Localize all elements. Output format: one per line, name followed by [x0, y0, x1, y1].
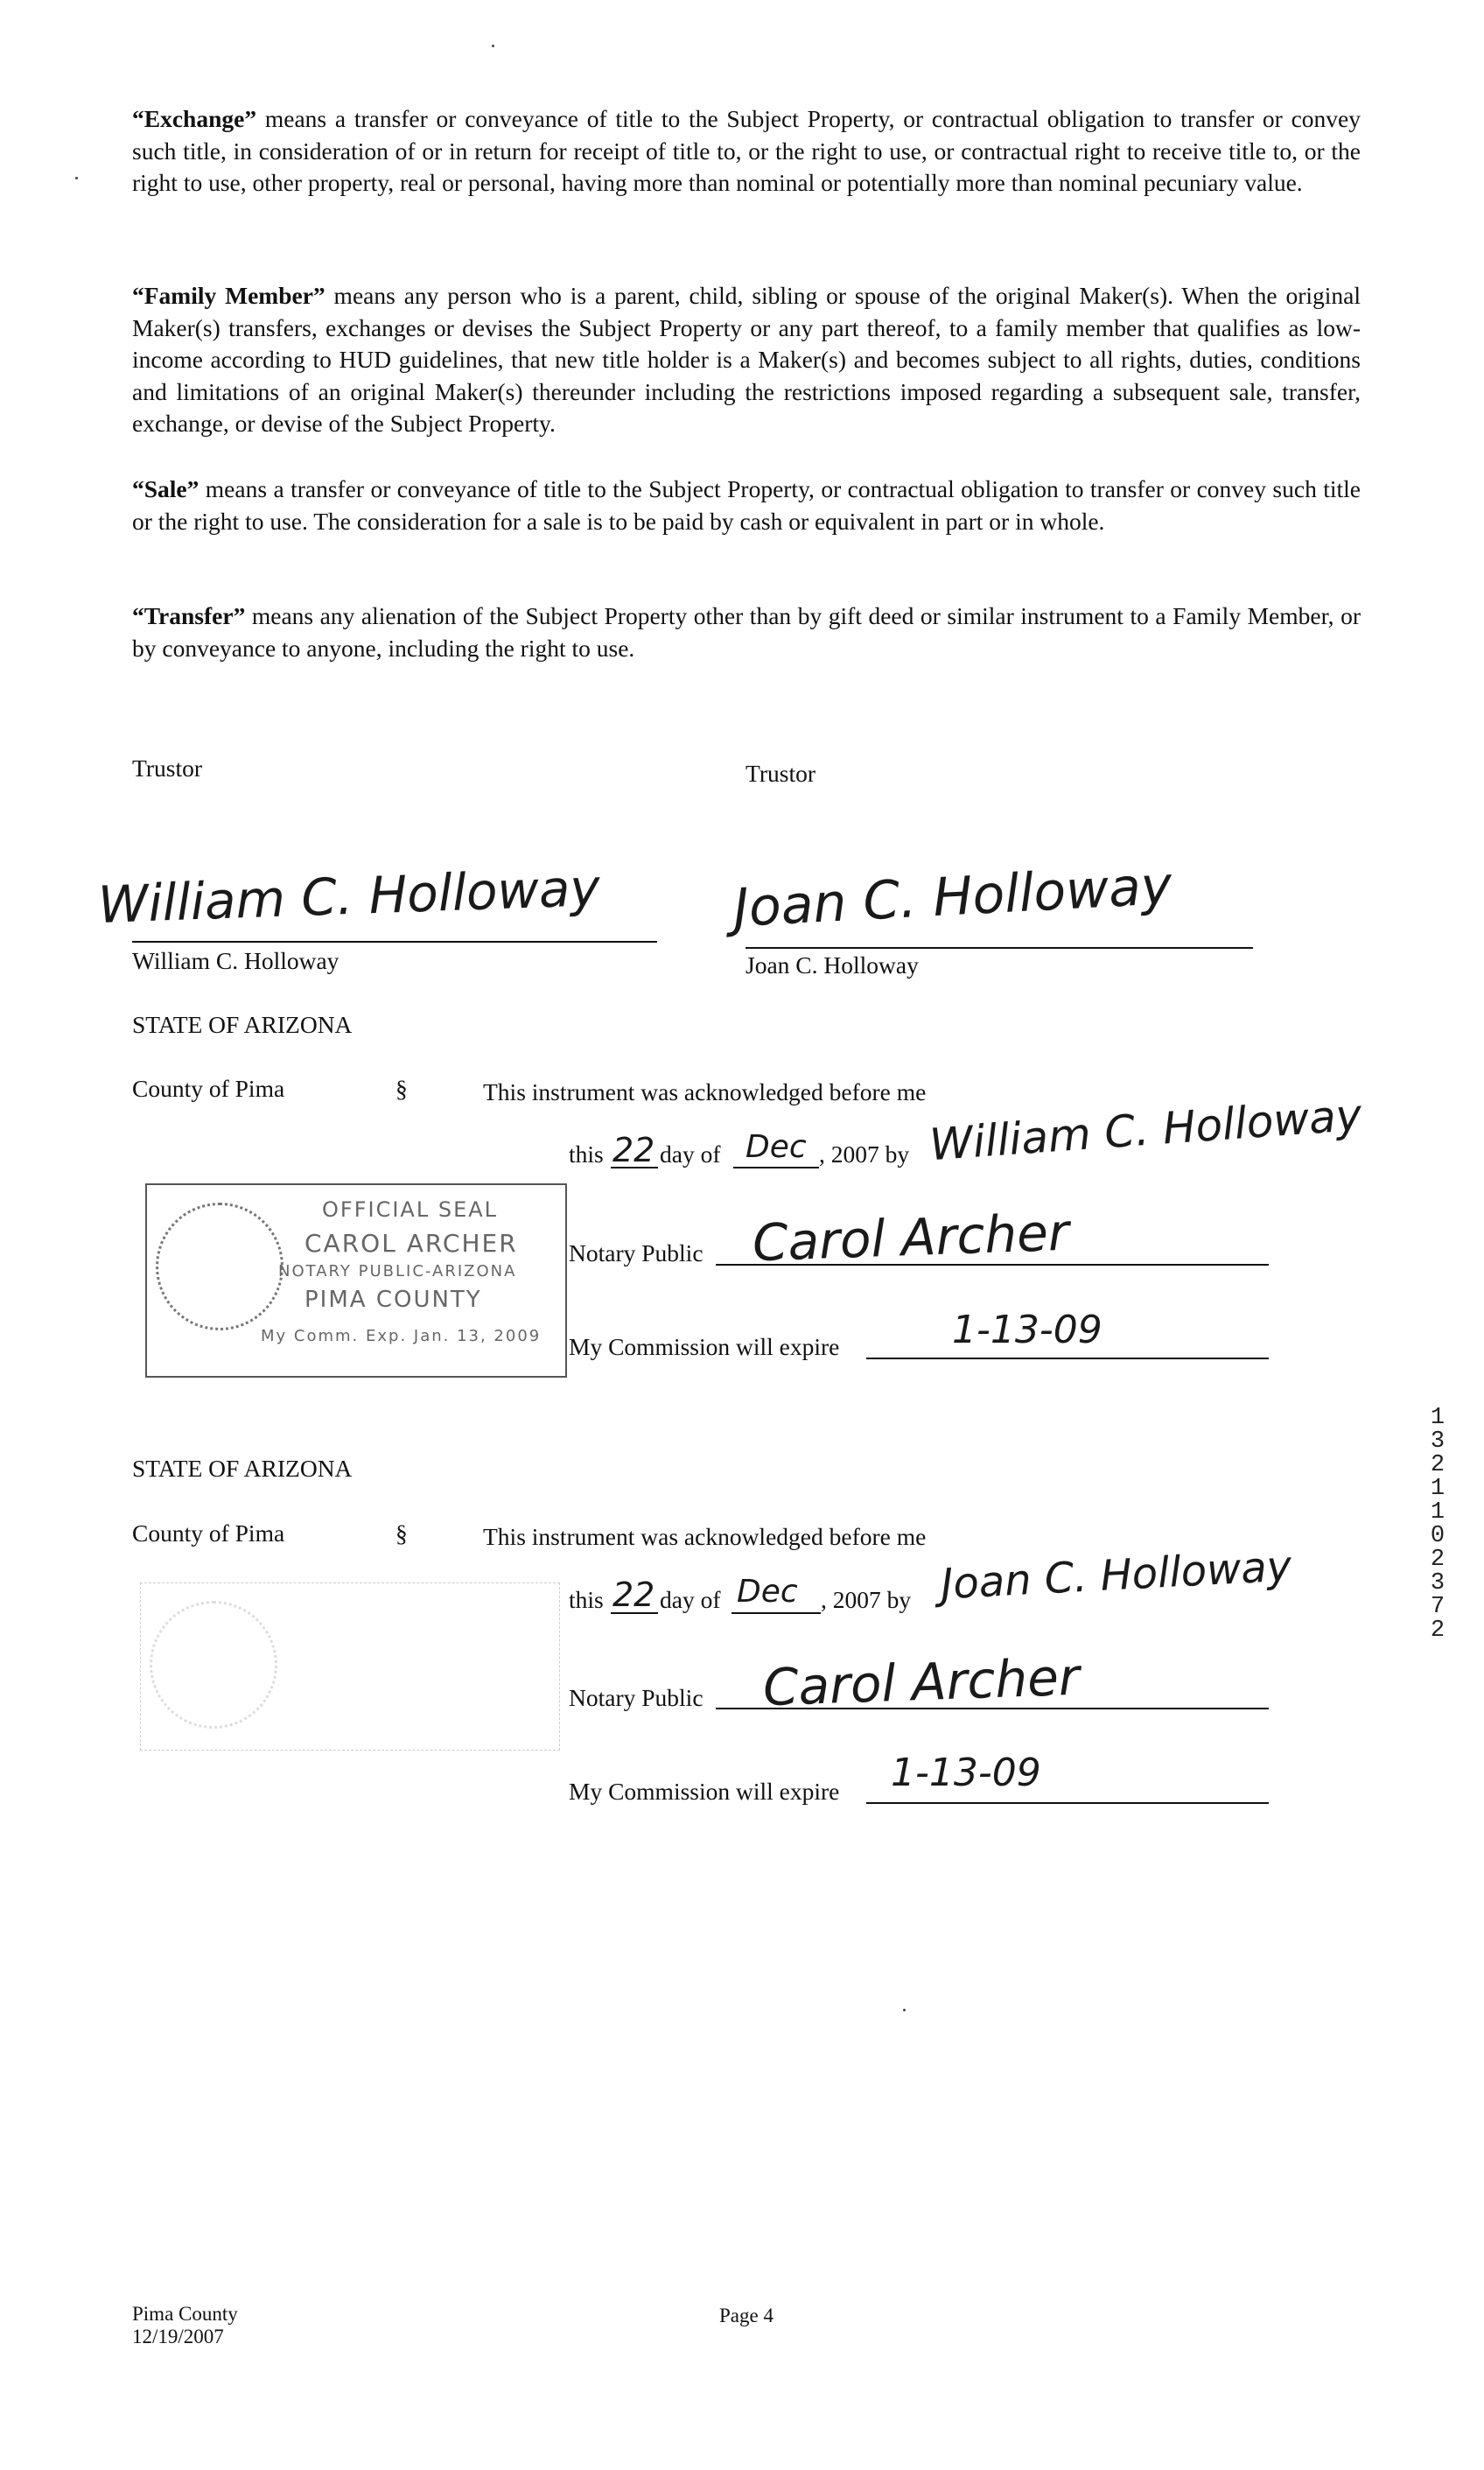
definition-text: means any alienation of the Subject Property other than by gift deed or similar instrument to a Family Member, or by conveyance to anyone, including the right to use.: [132, 602, 1361, 662]
month-line: [733, 1167, 819, 1168]
definition-transfer: [132, 600, 1361, 664]
stamp-text: My Comm. Exp. Jan. 13, 2009: [261, 1327, 542, 1345]
definition-term: “Exchange”: [132, 105, 257, 132]
scan-speck: [75, 177, 78, 179]
definition-text: means a transfer or conveyance of title to the Subject Property, or contractual obligation to transfer or convey such title, in consideration of or in return for receipt of title to, or the right to use, or contractual right to receive title to, or the right to use, other property, real or personal, having more than nominal or potentially more than nominal pecuniary value.: [132, 105, 1361, 196]
recording-digit: 2: [1430, 1452, 1446, 1478]
footer-county: Pima County: [132, 2303, 238, 2325]
commission-line: [866, 1358, 1269, 1359]
month-value: Dec: [746, 1129, 807, 1165]
notary-stamp: [145, 1183, 567, 1378]
county-label: County of Pima: [132, 1519, 285, 1547]
section-symbol: §: [396, 1519, 408, 1547]
notary-public-label: Notary Public: [569, 1239, 704, 1267]
trustor-signature: William C. Holloway: [96, 858, 601, 935]
notary-stamp-faded: [140, 1582, 560, 1751]
definition-term: “Transfer”: [132, 602, 246, 629]
recording-digit: 1: [1430, 1499, 1446, 1526]
recording-digit: 3: [1430, 1428, 1446, 1455]
day-line: [611, 1167, 658, 1168]
trustor-label: Trustor: [746, 760, 816, 787]
page-number: Page 4: [719, 2305, 774, 2326]
definition-sale: [132, 474, 1361, 537]
notary-signature-line: [716, 1264, 1269, 1266]
recording-digit: 3: [1430, 1570, 1446, 1596]
definition-family-member: [132, 280, 1361, 440]
acknowledgment-text: This instrument was acknowledged before me: [483, 1078, 927, 1105]
stamp-text: OFFICIAL SEAL: [322, 1197, 499, 1222]
footer-date: 12/19/2007: [132, 2326, 224, 2347]
stamp-text: CAROL ARCHER: [304, 1229, 518, 1258]
scan-speck: [903, 2009, 906, 2011]
notary-public-label: Notary Public: [569, 1684, 704, 1711]
notary-seal-icon: [156, 1203, 284, 1330]
recording-digit: 0: [1430, 1523, 1446, 1549]
month-line: [732, 1612, 821, 1614]
recording-digit: 1: [1430, 1476, 1446, 1502]
section-symbol: §: [396, 1075, 408, 1102]
day-value: 22: [612, 1131, 655, 1169]
definition-text: means any person who is a parent, child, sibling or spouse of the original Maker(s). When the original Maker(s) transfers, exchanges or devises the Subject Property or any part thereof, to a family member that qualifies as low-income according to HUD guidelines, that new title holder is a Maker(s) and becomes subject to all rights, duties, conditions and limitations of an original Maker(s) thereunder including the restrictions imposed regarding a subsequent sale, transfer, exchange, or devise of the Subject Property.: [132, 282, 1361, 437]
county-label: County of Pima: [132, 1075, 285, 1102]
notary-signature-line: [716, 1708, 1269, 1709]
day-of-label: day of: [660, 1140, 721, 1168]
commission-date: 1-13-09: [952, 1308, 1102, 1352]
month-value: Dec: [737, 1574, 798, 1610]
recording-digit: 1: [1430, 1405, 1446, 1431]
recording-digit: 2: [1430, 1617, 1446, 1644]
definition-term: “Family Member”: [132, 282, 326, 309]
stamp-text: NOTARY PUBLIC-ARIZONA: [278, 1262, 517, 1281]
scan-speck: [492, 45, 494, 47]
commission-label: My Commission will expire: [569, 1778, 840, 1805]
notary-signature: Carol Archer: [751, 1202, 1070, 1274]
day-line: [611, 1612, 658, 1614]
trustor-label: Trustor: [132, 754, 202, 782]
definition-term: “Sale”: [132, 475, 200, 502]
this-label: this: [569, 1140, 604, 1168]
commission-label: My Commission will expire: [569, 1333, 840, 1360]
stamp-text: PIMA COUNTY: [304, 1287, 482, 1313]
trustor-printed-name: William C. Holloway: [132, 947, 340, 974]
notary-seal-icon: [150, 1601, 277, 1729]
definition-text: means a transfer or conveyance of title to the Subject Property, or contractual obligation to transfer or convey such title or the right to use. The consideration for a sale is to be paid by cash or equivalent in part or in whole.: [132, 475, 1361, 535]
notary-signature: Carol Archer: [761, 1646, 1081, 1718]
recording-number: [1424, 1407, 1451, 1643]
state-label: STATE OF ARIZONA: [132, 1455, 353, 1482]
acknowledgment-text: This instrument was acknowledged before me: [483, 1523, 927, 1550]
year-label: , 2007 by: [821, 1586, 912, 1613]
signature-line: [746, 947, 1253, 949]
trustor-printed-name: Joan C. Holloway: [746, 951, 919, 979]
year-label: , 2007 by: [819, 1140, 910, 1168]
signature-line: [132, 941, 657, 943]
recording-digit: 2: [1430, 1547, 1446, 1573]
state-label: STATE OF ARIZONA: [132, 1011, 353, 1038]
this-label: this: [569, 1586, 604, 1613]
day-value: 22: [612, 1575, 655, 1614]
acknowledged-by-signature: William C. Holloway: [928, 1089, 1364, 1171]
definition-exchange: [132, 103, 1361, 200]
day-of-label: day of: [660, 1586, 721, 1613]
commission-date: 1-13-09: [891, 1751, 1041, 1795]
acknowledged-by-signature: Joan C. Holloway: [939, 1541, 1293, 1610]
recording-digit: 7: [1430, 1594, 1446, 1620]
trustor-signature: Joan C. Holloway: [732, 854, 1174, 940]
commission-line: [866, 1802, 1269, 1804]
